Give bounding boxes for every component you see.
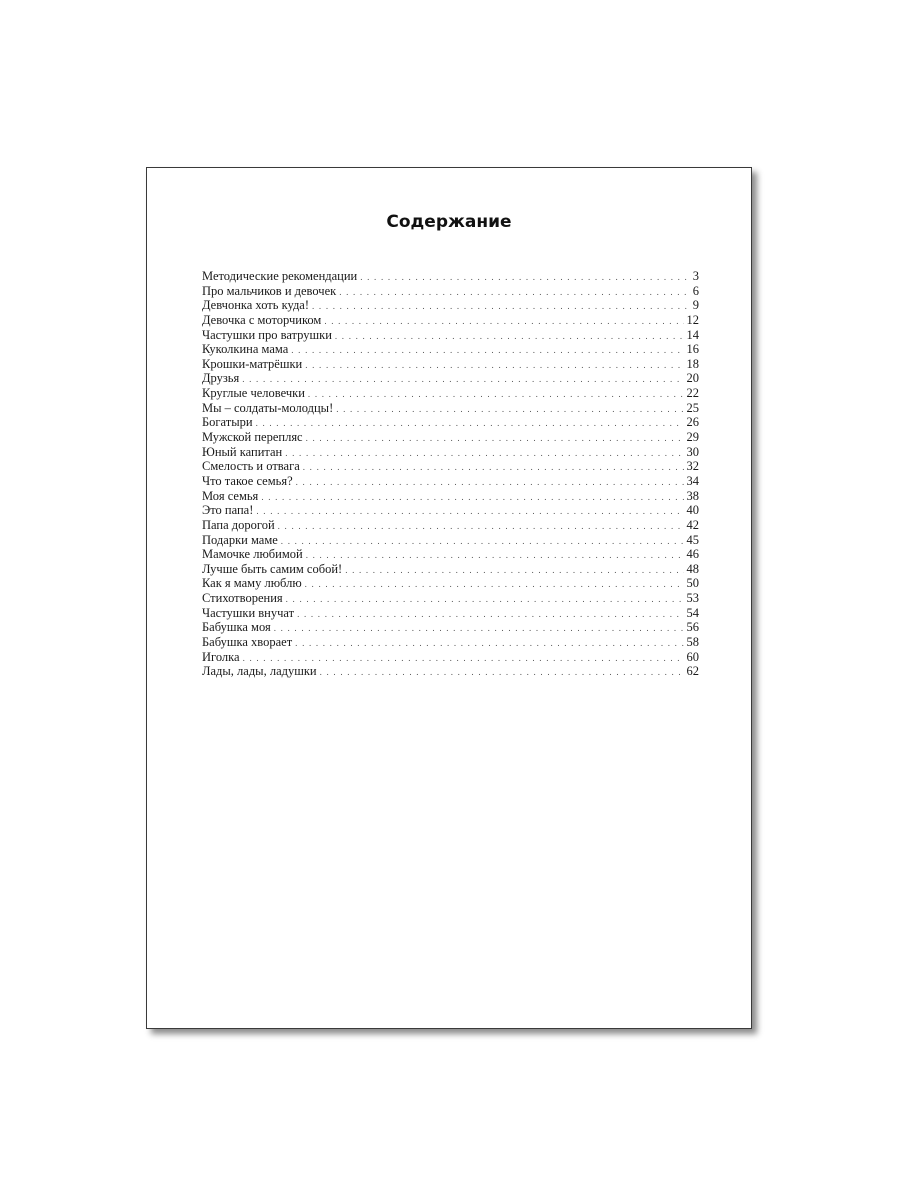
toc-entry [202, 635, 699, 650]
toc-entry-title: Круглые человечки [202, 386, 305, 401]
toc-entry [202, 518, 699, 533]
dot-leader [306, 433, 684, 443]
toc-entry-title: Подарки маме [202, 532, 278, 547]
toc-entry-title: Смелость и отвага [202, 459, 300, 474]
toc-entry [202, 401, 699, 416]
toc-entry-title: Мужской перепляс [202, 430, 303, 445]
toc-entry-page-number: 60 [686, 649, 699, 664]
toc-entry-page-number: 48 [686, 561, 699, 576]
toc-entry-page-number: 34 [686, 473, 699, 488]
toc-entry-page-number: 9 [692, 298, 699, 313]
toc-entry-page-number: 6 [692, 283, 699, 298]
toc-entry-title: Мамочке любимой [202, 547, 303, 562]
toc-entry-page-number: 54 [686, 605, 699, 620]
dot-leader [345, 565, 683, 575]
dot-leader [256, 418, 684, 428]
toc-entry [202, 371, 699, 386]
toc-entry-title: Стихотворения [202, 591, 283, 606]
toc-entry [202, 650, 699, 665]
toc-entry-page-number: 40 [686, 503, 699, 518]
toc-entry [202, 547, 699, 562]
toc-entry [202, 386, 699, 401]
toc-entry-page-number: 22 [686, 386, 699, 401]
toc-entry-page-number: 62 [686, 664, 699, 679]
table-of-contents [202, 269, 699, 679]
toc-entry-title: Бабушка моя [202, 620, 271, 635]
dot-leader [308, 389, 684, 399]
toc-entry-title: Про мальчиков и девочек [202, 283, 337, 298]
toc-entry [202, 415, 699, 430]
toc-entry [202, 459, 699, 474]
toc-entry-page-number: 14 [686, 327, 699, 342]
toc-entry-title: Куколкина мама [202, 342, 289, 357]
toc-entry [202, 591, 699, 606]
toc-entry-page-number: 50 [686, 576, 699, 591]
dot-leader [285, 448, 683, 458]
toc-entry-title: Методические рекомендации [202, 269, 358, 283]
toc-entry-page-number: 20 [686, 371, 699, 386]
toc-entry-title: Моя семья [202, 488, 259, 503]
toc-entry [202, 576, 699, 591]
dot-leader [360, 272, 690, 282]
dot-leader [335, 331, 684, 341]
toc-entry-page-number: 29 [686, 430, 699, 445]
toc-entry-title: Частушки про ватрушки [202, 327, 332, 342]
toc-entry-title: Богатыри [202, 415, 253, 430]
toc-entry-page-number: 45 [686, 532, 699, 547]
dot-leader [324, 316, 683, 326]
toc-entry-title: Частушки внучат [202, 605, 295, 620]
toc-entry [202, 562, 699, 577]
dot-leader [305, 579, 684, 589]
dot-leader [297, 609, 683, 619]
dot-leader [281, 536, 684, 546]
toc-entry-title: Бабушка хворает [202, 635, 293, 650]
toc-entry-page-number: 16 [686, 342, 699, 357]
toc-entry-title: Друзья [202, 371, 240, 386]
toc-entry-page-number: 12 [686, 312, 699, 327]
dot-leader [296, 477, 684, 487]
toc-entry-title: Лучше быть самим собой! [202, 561, 343, 576]
toc-entry-page-number: 38 [686, 488, 699, 503]
dot-leader [261, 492, 683, 502]
dot-leader [243, 653, 684, 663]
toc-entry [202, 664, 699, 679]
toc-entry-page-number: 42 [686, 517, 699, 532]
toc-entry-title: Это папа! [202, 503, 254, 518]
dot-leader [256, 506, 683, 516]
toc-entry [202, 357, 699, 372]
toc-entry-page-number: 56 [686, 620, 699, 635]
toc-entry-page-number: 32 [686, 459, 699, 474]
toc-entry-title: Девчонка хоть куда! [202, 298, 310, 313]
page-title: Содержание [386, 212, 512, 232]
toc-entry [202, 269, 699, 284]
dot-leader [278, 521, 684, 531]
dot-leader [303, 462, 684, 472]
toc-entry [202, 430, 699, 445]
dot-leader [274, 623, 684, 633]
toc-entry-page-number: 26 [686, 415, 699, 430]
dot-leader [320, 667, 684, 677]
toc-entry-title: Девочка с моторчиком [202, 312, 322, 327]
toc-entry [202, 503, 699, 518]
toc-entry-title: Что такое семья? [202, 473, 293, 488]
toc-entry [202, 489, 699, 504]
toc-entry-title: Крошки-матрёшки [202, 356, 303, 371]
toc-entry [202, 284, 699, 299]
toc-entry-title: Лады, лады, ладушки [202, 664, 317, 679]
toc-entry-page-number: 46 [686, 547, 699, 562]
toc-entry [202, 606, 699, 621]
toc-entry-page-number: 58 [686, 635, 699, 650]
dot-leader [242, 374, 683, 384]
dot-leader [305, 360, 683, 370]
dot-leader [339, 287, 690, 297]
toc-entry-page-number: 18 [686, 356, 699, 371]
toc-entry [202, 342, 699, 357]
toc-entry [202, 445, 699, 460]
toc-entry-title: Как я маму люблю [202, 576, 302, 591]
toc-entry-title: Мы – солдаты-молодцы! [202, 400, 334, 415]
toc-entry-page-number: 3 [692, 269, 699, 283]
toc-entry [202, 620, 699, 635]
dot-leader [306, 550, 684, 560]
toc-entry [202, 474, 699, 489]
dot-leader [336, 404, 683, 414]
toc-entry [202, 533, 699, 548]
toc-entry-title: Юный капитан [202, 444, 283, 459]
toc-entry-page-number: 30 [686, 444, 699, 459]
dot-leader [286, 594, 684, 604]
toc-entry [202, 313, 699, 328]
dot-leader [312, 301, 690, 311]
toc-entry-title: Папа дорогой [202, 517, 275, 532]
dot-leader [291, 345, 683, 355]
toc-entry [202, 328, 699, 343]
toc-entry [202, 298, 699, 313]
document-page [146, 167, 752, 1029]
toc-entry-title: Иголка [202, 649, 240, 664]
toc-entry-page-number: 53 [686, 591, 699, 606]
dot-leader [295, 638, 683, 648]
toc-entry-page-number: 25 [686, 400, 699, 415]
